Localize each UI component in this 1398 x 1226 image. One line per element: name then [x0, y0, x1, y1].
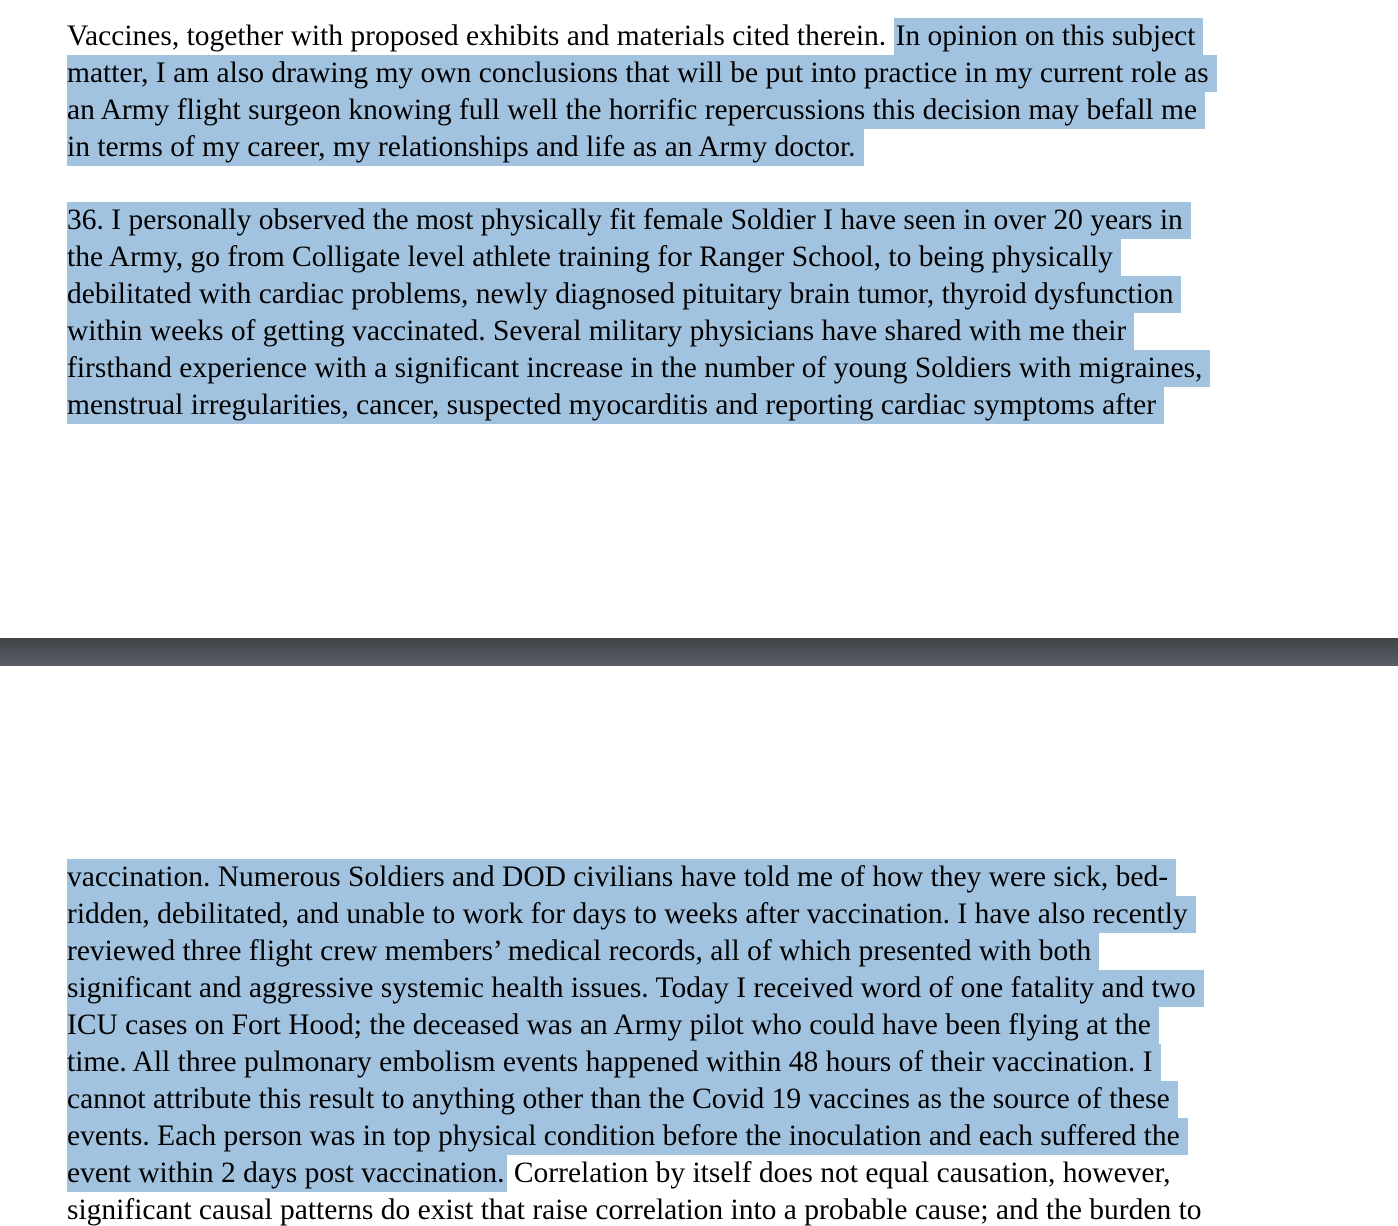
page-separator — [0, 638, 1398, 666]
text-selection[interactable]: 36. I personally observed the most physically fit female Soldier I have seen in over 20 years in — [67, 202, 1191, 239]
text-selection[interactable]: firsthand experience with a significant increase in the number of young Soldiers with migraines, — [67, 350, 1210, 387]
paragraph-36[interactable] — [67, 202, 1357, 424]
text-line[interactable] — [67, 55, 1357, 92]
text-line[interactable] — [67, 859, 1357, 896]
text-line[interactable] — [67, 18, 1357, 55]
text-selection[interactable]: reviewed three flight crew members’ medical records, all of which presented with both — [67, 933, 1099, 970]
text-line[interactable] — [67, 1007, 1357, 1044]
text-line[interactable] — [67, 1081, 1357, 1118]
text-selection[interactable]: an Army flight surgeon knowing full well the horrific repercussions this decision may befall me — [67, 92, 1205, 129]
paragraph-36-continued[interactable] — [67, 859, 1357, 1226]
text-selection[interactable]: event within 2 days post vaccination. — [67, 1155, 507, 1192]
text-line[interactable] — [67, 896, 1357, 933]
text-selection[interactable]: matter, I am also drawing my own conclusions that will be put into practice in my current role as — [67, 55, 1217, 92]
text-selection[interactable]: menstrual irregularities, cancer, suspected myocarditis and reporting cardiac symptoms after — [67, 387, 1164, 424]
text-line[interactable] — [67, 1155, 1357, 1192]
text-selection[interactable]: ridden, debilitated, and unable to work for days to weeks after vaccination. I have also recently — [67, 896, 1196, 933]
text-line[interactable] — [67, 92, 1357, 129]
text-selection[interactable]: significant and aggressive systemic health issues. Today I received word of one fatality and two — [67, 970, 1204, 1007]
text-line[interactable] — [67, 933, 1357, 970]
text-selection[interactable]: ICU cases on Fort Hood; the deceased was an Army pilot who could have been flying at the — [67, 1007, 1159, 1044]
text-selection[interactable]: vaccination. Numerous Soldiers and DOD civilians have told me of how they were sick, bed- — [67, 859, 1176, 896]
text-line[interactable] — [67, 387, 1357, 424]
text-line[interactable] — [67, 350, 1357, 387]
text-selection[interactable]: debilitated with cardiac problems, newly diagnosed pituitary brain tumor, thyroid dysfunction — [67, 276, 1181, 313]
text-selection[interactable]: events. Each person was in top physical condition before the inoculation and each suffered the — [67, 1118, 1188, 1155]
text-selection[interactable]: the Army, go from Colligate level athlete training for Ranger School, to being physically — [67, 239, 1121, 276]
text-line[interactable] — [67, 1118, 1357, 1155]
text-selection[interactable]: within weeks of getting vaccinated. Several military physicians have shared with me their — [67, 313, 1134, 350]
text-line[interactable] — [67, 970, 1357, 1007]
text-line[interactable] — [67, 129, 1357, 166]
text-line[interactable] — [67, 1192, 1357, 1226]
text-plain[interactable]: significant causal patterns do exist that raise correlation into a probable cause; and the burden to — [67, 1194, 1202, 1226]
text-selection[interactable]: In opinion on this subject — [894, 18, 1204, 55]
text-selection[interactable]: in terms of my career, my relationships and life as an Army doctor. — [67, 129, 864, 166]
document-page-bottom — [0, 666, 1398, 1226]
text-plain[interactable]: Vaccines, together with proposed exhibits and materials cited therein. — [67, 20, 894, 52]
paragraph-opinion[interactable] — [67, 18, 1357, 166]
text-line[interactable] — [67, 276, 1357, 313]
text-line[interactable] — [67, 313, 1357, 350]
text-plain[interactable]: Correlation by itself does not equal causation, however, — [506, 1157, 1171, 1189]
text-line[interactable] — [67, 1044, 1357, 1081]
text-selection[interactable]: cannot attribute this result to anything other than the Covid 19 vaccines as the source of these — [67, 1081, 1178, 1118]
text-line[interactable] — [67, 202, 1357, 239]
text-selection[interactable]: time. All three pulmonary embolism events happened within 48 hours of their vaccination. I — [67, 1044, 1161, 1081]
text-line[interactable] — [67, 239, 1357, 276]
